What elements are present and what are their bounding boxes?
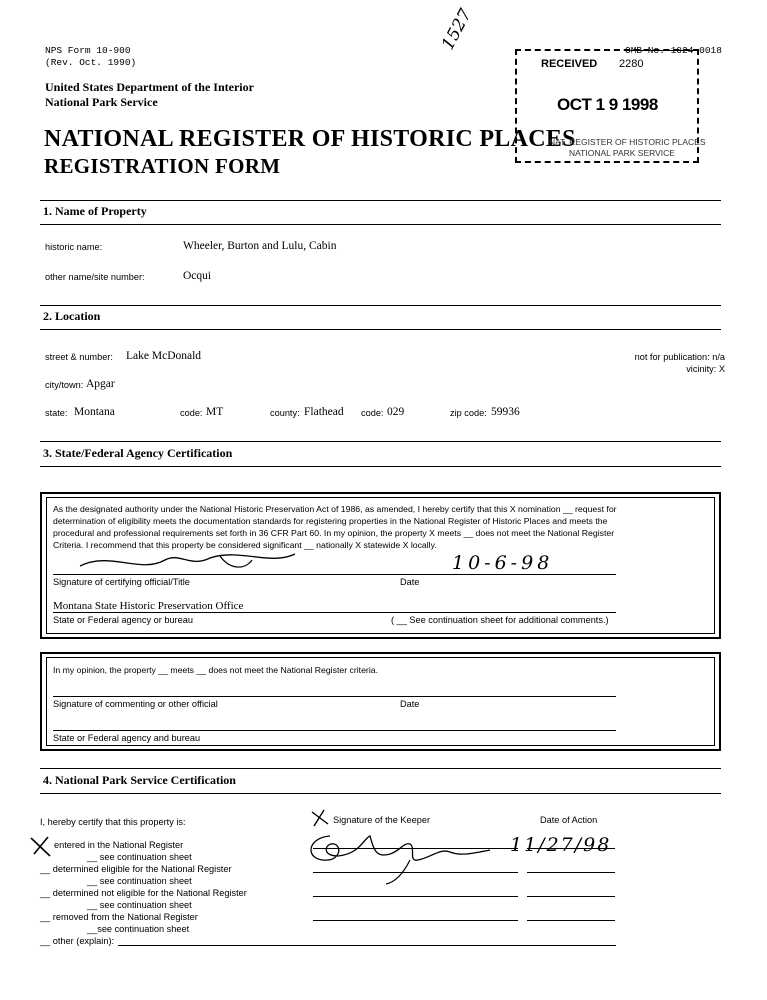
- comment-date-label: Date: [400, 699, 420, 709]
- not-for-publication: not for publication: n/a: [634, 352, 725, 362]
- state-label: state:: [45, 408, 68, 418]
- section1-heading: 1. Name of Property: [43, 204, 147, 218]
- section2-heading: 2. Location: [43, 309, 101, 323]
- agency-value: Montana State Historic Preservation Office: [53, 600, 244, 612]
- street-label: street & number:: [45, 352, 113, 362]
- keeper-label: Signature of the Keeper: [333, 815, 431, 825]
- status-removed-continuation: __see continuation sheet: [87, 924, 190, 934]
- stamp-org-line2: NATIONAL PARK SERVICE: [569, 148, 675, 158]
- other-name-value: Ocqui: [183, 270, 212, 282]
- form-title: NATIONAL REGISTER OF HISTORIC PLACES: [44, 126, 576, 152]
- form-subtitle: REGISTRATION FORM: [44, 154, 281, 178]
- form-number: NPS Form 10-900: [45, 45, 131, 56]
- county-label: county:: [270, 408, 300, 418]
- county-code-label: code:: [361, 408, 384, 418]
- vicinity: vicinity: X: [686, 364, 725, 374]
- status-eligible-continuation: __ see continuation sheet: [87, 876, 192, 886]
- stamp-org-line1: NAT. REGISTER OF HISTORIC PLACES: [549, 137, 706, 147]
- city-value: Apgar: [86, 378, 115, 390]
- agency-label: State or Federal agency or bureau: [53, 615, 193, 625]
- status-other: __ other (explain):: [40, 936, 115, 946]
- cert-date-value: 10-6-98: [452, 552, 554, 574]
- other-name-label: other name/site number:: [45, 272, 145, 282]
- opinion-text: In my opinion, the property __ meets __ does not meet the National Register criteria.: [53, 665, 378, 675]
- cert-signature-label: Signature of certifying official/Title: [53, 577, 190, 587]
- date-of-action-label: Date of Action: [540, 815, 598, 825]
- comment-agency-label: State or Federal agency and bureau: [53, 733, 201, 743]
- street-value: Lake McDonald: [126, 350, 202, 362]
- certifying-signature: [70, 546, 300, 574]
- form-revision: (Rev. Oct. 1990): [45, 57, 137, 68]
- county-value: Flathead: [304, 406, 344, 418]
- historic-name-label: historic name:: [45, 242, 103, 252]
- cert-text-line4: Criteria. I recommend that this property be considered significant __ nationally X statewide X locally.: [53, 540, 437, 550]
- zip-label: zip code:: [450, 408, 487, 418]
- status-removed: __ removed from the National Register: [40, 912, 198, 922]
- stamp-received-label: RECEIVED: [541, 58, 598, 70]
- zip-value: 59936: [491, 406, 520, 418]
- city-label: city/town:: [45, 380, 84, 390]
- status-entered-continuation: __ see continuation sheet: [87, 852, 192, 862]
- county-code-value: 029: [387, 406, 405, 418]
- status-not-eligible: __ determined not eligible for the National Register: [40, 888, 247, 898]
- state-code-value: MT: [206, 406, 224, 418]
- stamp-date: OCT 1 9 1998: [557, 95, 658, 114]
- handwritten-number: 1527: [438, 5, 476, 54]
- entered-check-mark: [28, 834, 56, 860]
- status-entered: entered in the National Register: [54, 840, 184, 850]
- cert-text-line3: procedural and professional requirements set forth in 36 CFR Part 60. In my opinion, the property X meets __ does not meet the National Register: [53, 528, 615, 538]
- cert-date-label: Date: [400, 577, 420, 587]
- keeper-signature: [300, 826, 500, 888]
- stamp-received-number: 2280: [619, 58, 644, 70]
- comment-signature-label: Signature of commenting or other official: [53, 699, 218, 709]
- service-name: National Park Service: [45, 95, 158, 109]
- status-eligible: __ determined eligible for the National Register: [40, 864, 232, 874]
- certify-label: I, hereby certify that this property is:: [40, 817, 186, 827]
- continuation-note: ( __ See continuation sheet for additional comments.): [391, 615, 609, 625]
- section3-heading: 3. State/Federal Agency Certification: [43, 446, 233, 460]
- state-code-label: code:: [180, 408, 203, 418]
- historic-name-value: Wheeler, Burton and Lulu, Cabin: [183, 240, 337, 252]
- status-not-eligible-continuation: __ see continuation sheet: [87, 900, 192, 910]
- cert-text-line2: determination of eligibility meets the documentation standards for registering properties in the National Register of Historic Places and meets the: [53, 516, 608, 526]
- omb-number: OMB No. 1024-0018: [625, 45, 722, 56]
- cert-text-line1: As the designated authority under the National Historic Preservation Act of 1986, as amended, I hereby certify that this X nomination __ request for: [53, 504, 617, 514]
- date-of-action-value: 11/27/98: [510, 834, 612, 856]
- section4-heading: 4. National Park Service Certification: [43, 773, 236, 787]
- state-value: Montana: [74, 406, 115, 418]
- keeper-check-mark: [310, 808, 332, 828]
- department-name: United States Department of the Interior: [45, 80, 254, 94]
